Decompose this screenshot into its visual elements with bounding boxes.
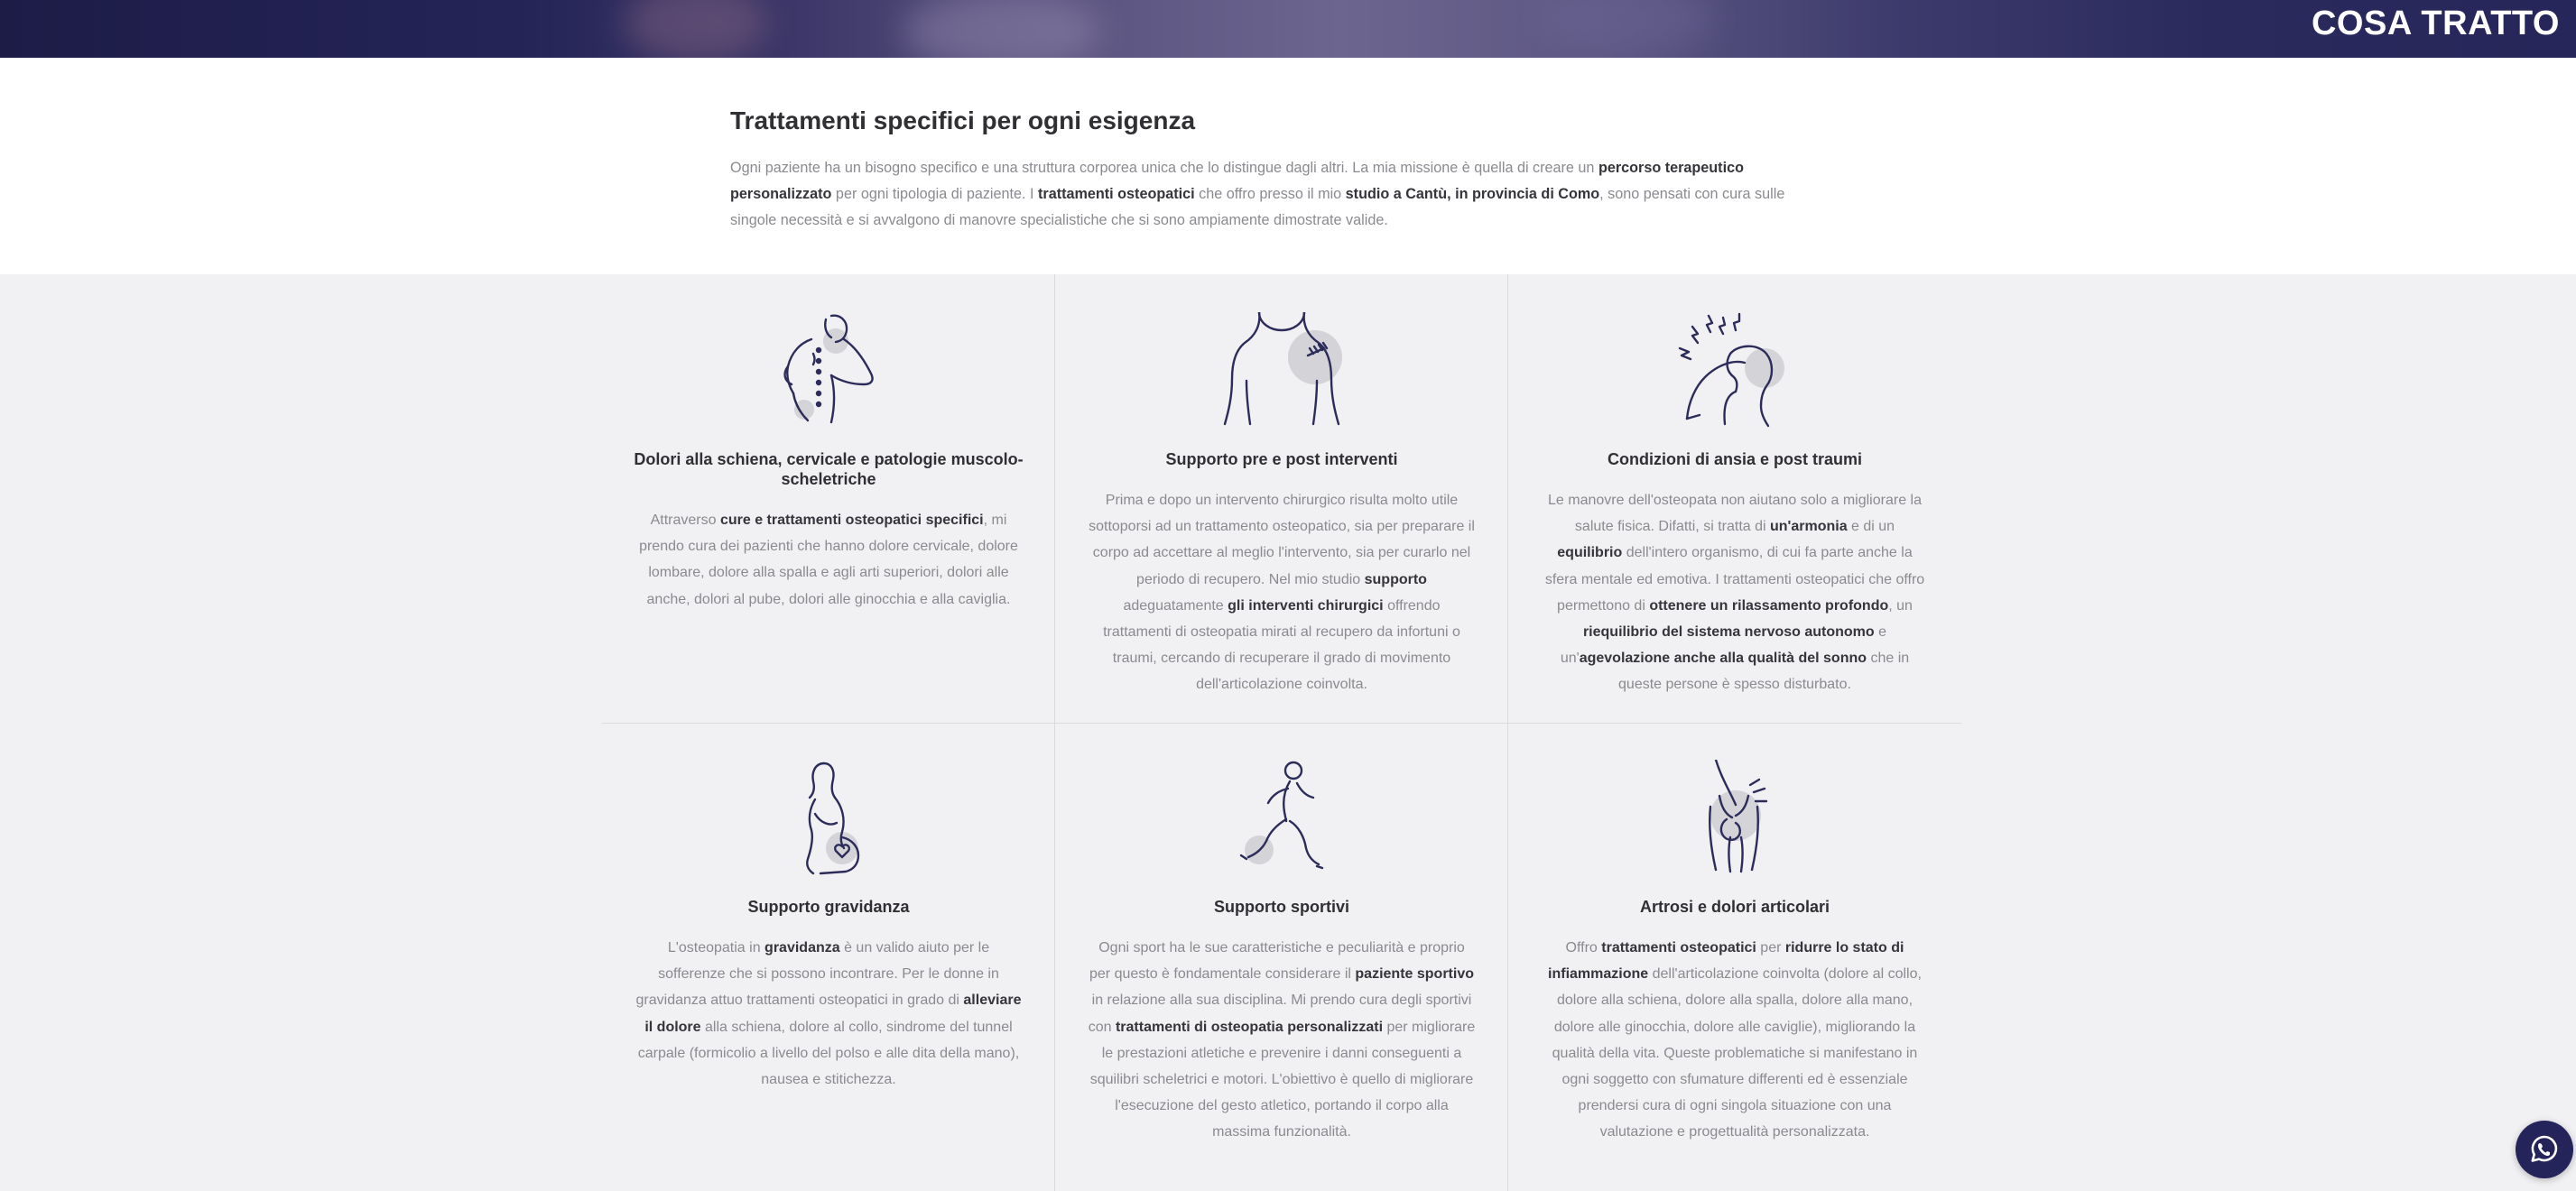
- card-text: [635, 507, 1023, 613]
- text-fragment: dell'articolazione coinvolta (dolore al collo, dolore alla schiena, dolore alla spalla, dolore alla mano, dolore alle ginocchia, dolore alle caviglie), migliorando la qualità della vita. Queste problematiche si manifestano in ogni soggetto con sfumature differenti ed è essenziale prendersi cura di ogni singola situazione con una valutazione e progettualità personalizzata.: [1552, 966, 1922, 1140]
- card-title: Supporto sportivi: [1214, 898, 1349, 916]
- bold-phrase: trattamenti di osteopatia personalizzati: [1115, 1019, 1384, 1035]
- text-fragment: che offro presso il mio: [1194, 186, 1346, 202]
- intro-section: [0, 58, 2576, 274]
- pregnancy-icon: [761, 760, 896, 875]
- treatment-card-surgery: [1055, 312, 1508, 698]
- card-text: [1541, 935, 1929, 1146]
- intro-paragraph: [730, 155, 1813, 234]
- hero-decoration: [623, 0, 767, 58]
- text-fragment: per ogni tipologia di paziente. I: [831, 186, 1039, 202]
- treatment-card-joints: [1508, 760, 1961, 1146]
- text-fragment: , un: [1888, 597, 1913, 614]
- card-title: Supporto gravidanza: [747, 898, 910, 916]
- text-fragment: per migliorare le prestazioni atletiche e prevenire i danni conseguenti a squilibri scheletrici e motori. L'obiettivo è quello di migliorare l'esecuzione del gesto atletico, portando il corpo alla massima funzionalità.: [1089, 1019, 1476, 1140]
- whatsapp-button[interactable]: [2516, 1121, 2573, 1178]
- hero-decoration: [903, 0, 1101, 58]
- text-fragment: adeguatamente: [1123, 597, 1228, 614]
- bold-phrase: cure e trattamenti osteopatici specifici: [719, 512, 984, 528]
- treatments-grid: [602, 274, 1961, 1191]
- text-fragment: L'osteopatia in: [667, 940, 765, 956]
- text-fragment: in relazione alla sua disciplina. Mi prendo cura degli sportivi con: [1088, 992, 1472, 1035]
- section-heading: Trattamenti specifici per ogni esigenza: [730, 106, 1196, 134]
- card-title: Artrosi e dolori articolari: [1639, 898, 1830, 916]
- card-text: [635, 935, 1023, 1093]
- treatment-card-back-pain: [602, 312, 1055, 613]
- text-fragment: , mi prendo cura dei pazienti che hanno dolore cervicale, dolore lombare, dolore alla spalla e agli arti superiori, dolori alle anche, dolori al pube, dolori alle ginocchia e alla caviglia.: [639, 512, 1018, 607]
- hero-title: COSA TRATTO: [2311, 5, 2560, 42]
- bold-phrase: studio a Cantù, in provincia di Como: [1345, 186, 1600, 202]
- treatment-card-pregnancy: [602, 760, 1055, 1093]
- text-fragment: e di un: [1847, 519, 1895, 535]
- text-fragment: Prima e dopo un intervento chirurgico risulta molto utile sottoporsi ad un trattamento osteopatico, sia per preparare il corpo ad accettare al meglio l'intervento, sia per curarlo nel periodo di recupero. Nel mio studio: [1089, 493, 1475, 587]
- whatsapp-icon: [2528, 1133, 2561, 1166]
- hero-decoration: [1534, 0, 1715, 54]
- treatment-card-anxiety: [1508, 312, 1961, 698]
- hero-banner: [0, 0, 2576, 58]
- back-pain-icon: [761, 312, 896, 428]
- bold-phrase: percorso terapeutico personalizzato: [730, 160, 1744, 202]
- bold-phrase: trattamenti osteopatici: [1038, 186, 1195, 202]
- grid-divider: [602, 723, 1961, 724]
- bold-phrase: ridurre lo stato di infiammazione: [1548, 940, 1904, 983]
- text-fragment: alla schiena, dolore al collo, sindrome del tunnel carpale (formicolio a livello del polso e alle dita della mano), nausea e stitichezza.: [637, 1019, 1020, 1088]
- bold-phrase: trattamenti osteopatici: [1601, 940, 1756, 956]
- text-fragment: e un': [1560, 624, 1887, 667]
- text-fragment: Ogni sport ha le sue caratteristiche e peculiarità e proprio per questo è fondamentale considerare il: [1089, 940, 1465, 983]
- bold-phrase: supporto: [1364, 571, 1427, 587]
- text-fragment: che in queste persone è spesso disturbato.: [1618, 651, 1910, 693]
- bold-phrase: gli interventi chirurgici: [1228, 597, 1384, 614]
- bold-phrase: un'armonia: [1770, 519, 1848, 535]
- runner-icon: [1214, 760, 1349, 875]
- card-text: [1088, 935, 1476, 1146]
- shoulder-surgery-icon: [1214, 312, 1349, 428]
- headache-anxiety-icon: [1667, 312, 1802, 428]
- card-title: Condizioni di ansia e post traumi: [1607, 450, 1863, 468]
- card-text: [1088, 487, 1476, 698]
- treatment-card-sport: [1055, 760, 1508, 1146]
- text-fragment: Offro: [1565, 940, 1602, 956]
- bold-phrase: ottenere un rilassamento profondo: [1649, 597, 1889, 614]
- text-fragment: Ogni paziente ha un bisogno specifico e una struttura corporea unica che lo distingue dagli altri. La mia missione è quella di creare un: [730, 160, 1598, 176]
- text-fragment: Attraverso: [650, 512, 720, 528]
- bold-phrase: alleviare il dolore: [644, 992, 1022, 1035]
- card-title: Supporto pre e post interventi: [1165, 450, 1398, 468]
- text-fragment: dell'intero organismo, di cui fa parte anche la sfera mentale ed emotiva. I trattamenti osteopatici che offro permettono di: [1544, 545, 1925, 614]
- bold-phrase: riequilibrio del sistema nervoso autonomo: [1582, 624, 1875, 641]
- bold-phrase: agevolazione anche alla qualità del sonno: [1579, 651, 1867, 667]
- text-fragment: offrendo trattamenti di osteopatia mirati al recupero da infortuni o traumi, cercando di recuperare il grado di movimento dell'articolazione coinvolta.: [1103, 597, 1460, 693]
- bold-phrase: equilibrio: [1557, 545, 1623, 561]
- text-fragment: Le manovre dell'osteopata non aiutano solo a migliorare la salute fisica. Difatti, si tratta di: [1548, 493, 1922, 535]
- text-fragment: è un valido aiuto per le sofferenze che si possono incontrare. Per le donne in gravidanza attuo trattamenti osteopatici in grado di: [635, 940, 999, 1009]
- bold-phrase: paziente sportivo: [1355, 966, 1474, 983]
- knee-joint-icon: [1667, 760, 1802, 875]
- text-fragment: , sono pensati con cura sulle singole necessità e si avvalgono di manovre specialistiche che si sono ampiamente dimostrate valide.: [730, 186, 1785, 228]
- text-fragment: per: [1756, 940, 1785, 956]
- bold-phrase: gravidanza: [764, 940, 840, 956]
- card-text: [1541, 487, 1929, 698]
- card-title: Dolori alla schiena, cervicale e patologie muscolo-scheletriche: [634, 450, 1024, 488]
